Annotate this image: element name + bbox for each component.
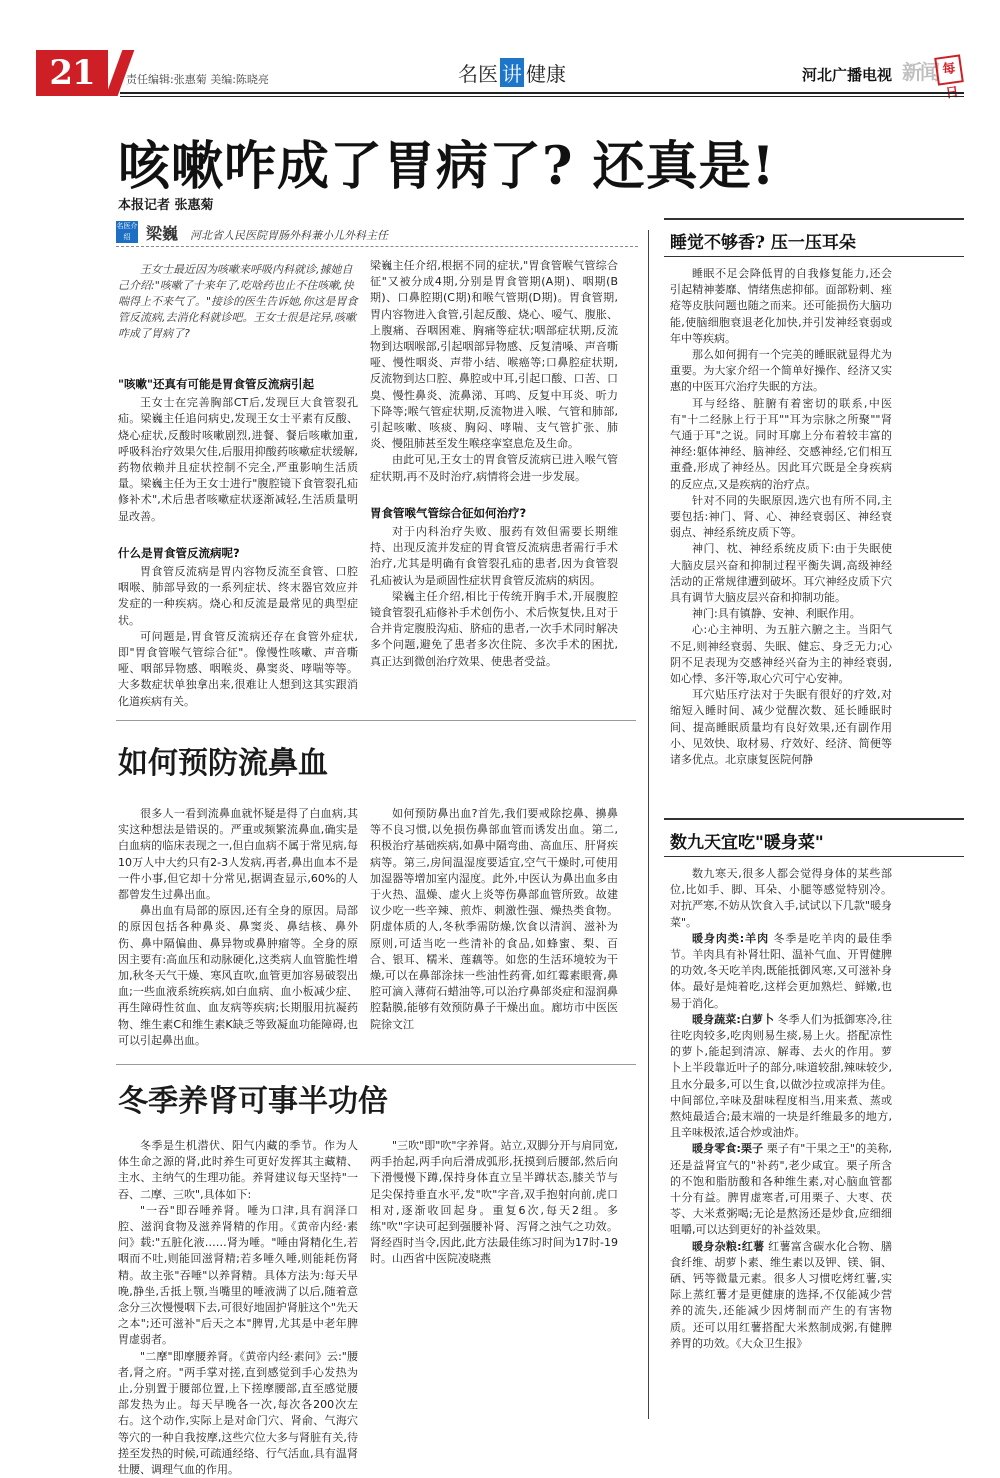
expert-divider <box>116 246 638 247</box>
article1-para-7: 梁巍主任介绍,相比于传统开胸手术,开展腹腔镜食管裂孔疝修补手术创伤小、术后恢复快,且对于合并肯定腹股沟疝、脐疝的患者,一次手术同时解决多个问题,避免了患者多次住院、多次手术的困扰,真正达到微创治疗效果、使患者受益。 <box>370 589 618 668</box>
article1-subhead-1: "咳嗽"还真有可能是胃食管反流病引起 <box>118 377 314 391</box>
article3-para-4: "三吹"即"吹"字养肾。站立,双脚分开与肩同宽,两手抬起,两手向后滑成弧形,抚摸到后腰部,然后向下滑慢慢下蹲,保持身体直立呈半蹲状态,膝关节与足尖保持垂直水平,发"吹"字音,双手抱射向前,虎口相对,逐渐收回起身。重复6次,每天2组。多练"吹"字诀可起到强腰补肾、泻肾之浊气之功效。肾经酉时当令,因此,此方法最佳练习时间为17时-19时。山西省中医院凌晓燕 <box>370 1139 618 1266</box>
sidebar2-text-chestnut: 栗子有"干果之王"的美称,还是益肾宜气的"补药",老少咸宜。栗子所含的不饱和脂肪酸和各种维生素,对心脑血管都十分有益。脾胃虚寒者,可用栗子、大枣、茯苓、大米煮粥喝;无论是熬汤还是炒食,应细细咀嚼,可以达到更好的补益效果。 <box>670 1142 892 1237</box>
page-number: 21 <box>36 50 108 96</box>
article3-para-2: "一吞"即吞唾养肾。唾为口津,具有润泽口腔、滋润食物及滋养肾精的作用。《黄帝内经·素问》载:"五脏化液……肾为唾。"唾由肾精化生,若咽而不吐,则能回滋肾精;若多唾久唾,则能耗伤肾精。故主张"吞唾"以养肾精。具体方法为:每天早晚,静坐,舌抵上颚,当嘴里的唾液满了以后,随着意念分三次慢慢咽下去,可很好地固护肾脏这个"先天之本";还可滋补"后天之本"脾胃,尤其是中老年脾胃虚弱者。 <box>118 1203 358 1347</box>
sidebar2-text-radish: 冬季人们为抵御寒冷,往往吃肉较多,吃肉则易生痰,易上火。搭配凉性的萝卜,能起到清凉、解毒、去火的作用。萝卜上半段靠近叶子的部分,味道较甜,辣味较少,且水分最多,可以生食,以做沙拉或凉拌为佳。中间部位,辛味及甜味程度相当,用来煮、蒸或熬炖最适合;最末端的一块是纤维最多的地方,且辛味极浓,适合炒或油炸。 <box>670 1012 893 1140</box>
sidebar2-rule-thin <box>664 856 964 857</box>
sidebar2-title: 数九天宜吃"暖身菜" <box>670 833 824 853</box>
article2-divider <box>116 720 636 721</box>
sidebar2-text-mutton: 冬季是吃羊肉的最佳季节。羊肉具有补肾壮阳、温补气血、开胃健脾的功效,冬天吃羊肉,既能抵御风寒,又可滋补身体。最好是炖着吃,这样会更加熟烂、鲜嫩,也易于消化。 <box>670 931 893 1010</box>
sidebar2-text-sweet-potato: 红薯富含碳水化合物、膳食纤维、胡萝卜素、维生素以及钾、镁、铜、硒、钙等微量元素。很多人习惯吃烤红薯,实际上蒸红薯才是更健康的选择,不仅能减少营养的流失,还能减少因烤制而产生的有害物质。还可以用红薯搭配大米熬制成粥,有健脾养胃的功效。《大众卫生报》 <box>670 1239 893 1350</box>
expert-title: 河北省人民医院胃肠外科兼小儿外科主任 <box>190 229 388 242</box>
sidebar1-para-7: 心:心主神明、为五脏六腑之主。当阳气不足,则神经衰弱、失眠、健忘、身乏无力;心阴不足表现为交感神经兴奋为主的神经衰弱,如心悸、多汗等,取心穴可宁心安神。 <box>670 623 892 686</box>
expert-tag: 名医介绍 <box>116 222 138 241</box>
sidebar2-label-sweet-potato: 暖身杂粮:红薯 <box>692 1239 765 1253</box>
masthead <box>0 0 1000 100</box>
article3-col2 <box>370 1138 618 1268</box>
sidebar1-para-2: 那么如何拥有一个完美的睡眠就显得尤为重要。为大家介绍一个简单好操作、经济又实惠的中医耳穴治疗失眠的方法。 <box>670 348 892 394</box>
paper-name: 河北广播电视 <box>801 66 892 84</box>
article3-title: 冬季养肾可事半功倍 <box>118 1084 388 1119</box>
sidebar1-para-8: 耳穴贴压疗法对于失眠有很好的疗效,对缩短入睡时间、减少觉醒次数、延长睡眠时间、提高睡眠质量均有良好效果,还有副作用小、见效快、取材易、疗效好、经济、简便等诸多优点。北京康复医院何静 <box>670 688 892 767</box>
sidebar2-item-sweet-potato <box>670 1239 892 1352</box>
section-mark: 讲 <box>500 58 524 87</box>
masthead-rule <box>120 92 964 94</box>
sidebar2-label-radish: 暖身蔬菜:白萝卜 <box>692 1012 775 1026</box>
sidebar1-para-3: 耳与经络、脏腑有着密切的联系,中医有"十二经脉上行于耳""耳为宗脉之所聚""肾气通于耳"之说。同时耳廓上分布着较丰富的神经:躯体神经、脑神经、交感神经,它们相互重叠,形成了神经丛。因此耳穴既是全身疾病的反应点,又是疾病的治疗点。 <box>670 396 892 491</box>
expert-name: 梁巍 <box>146 224 179 243</box>
article3-col1 <box>118 1138 358 1478</box>
article1-intro: 王女士最近因为咳嗽来呼吸内科就诊,據她自己介绍:"咳嗽了十来年了,吃啥药也止不住咳嗽,快喘得上不来气了。"接诊的医生告诉她,你这是胃食管反流病,去消化科就诊吧。王女士很是诧异,咳嗽咋成了胃病了? <box>118 263 358 340</box>
article2-para-3: 如何预防鼻出血?首先,我们要戒除挖鼻、擤鼻等不良习惯,以免损伤鼻部血管而诱发出血。第二,积极治疗基础疾病,如鼻中隔弯曲、高血压、肝肾疾病等。第三,房间温湿度要适宜,空气干燥时,可使用加湿器等增加室内湿度。此外,中医认为鼻出血多由于火热、温燥、虚火上炎等伤鼻部血管所致。故建议少吃一些辛辣、煎炸、刺激性强、燥热类食物。阴虚体质的人,冬秋季需防燥,饮食以清润、滋补为原则,可适当吃一些清补的食品,如蜂蜜、梨、百合、银耳、糯米、莲藕等。如您的生活环境较为干燥,可以在鼻部涂抹一些油性药膏,如红霉素眼膏,鼻腔可滴入薄荷石蜡油等,可以治疗鼻部炎症和湿润鼻腔黏膜,能够有效预防鼻子干燥出血。廊坊市中医医院徐文江 <box>370 807 618 1031</box>
article1-para-2: 胃食管反流病是胃内容物反流至食管、口腔咽喉、肺部导致的一系列症状、终末器官效应并发症的一种疾病。烧心和反流是最常见的典型症状。 <box>118 565 358 627</box>
sidebar1-rule-thin <box>664 256 964 257</box>
sidebar1-rule <box>664 218 964 220</box>
article2-col2 <box>370 806 618 1033</box>
sidebar2-item-mutton <box>670 931 892 1012</box>
article1-subhead-2: 什么是胃食管反流病呢? <box>118 545 240 560</box>
article1-para-5: 由此可见,王女士的胃食管反流病已进入喉气管症状期,再不及时治疗,病情将会进一步发展。 <box>370 453 618 483</box>
article2-para-2: 鼻出血有局部的原因,还有全身的原因。局部的原因包括各种鼻炎、鼻窦炎、鼻结核、鼻外伤、鼻中隔偏曲、鼻异物或鼻肿瘤等。全身的原因主要有:高血压和动脉硬化,这类病人血管脆性增加,秋冬天气干燥、寒风直吹,血管更加容易破裂出血;一些血液系统疾病,如白血病、血小板减少症、再生障碍性贫血、血友病等疾病;长期服用抗凝药物、维生素C和维生素K缺乏等致凝血功能障碍,也可以引起鼻出血。 <box>118 904 358 1047</box>
sidebar1-para-6: 神门:具有镇静、安神、利眠作用。 <box>692 607 861 621</box>
section-prefix: 名医 <box>458 62 498 86</box>
sidebar2-body <box>670 866 892 1352</box>
column-divider <box>648 230 649 1419</box>
sidebar2-item-radish <box>670 1012 892 1142</box>
sidebar1-title: 睡觉不够香? 压一压耳朵 <box>670 233 856 253</box>
article1-para-1: 王女士在完善胸部CT后,发现巨大食管裂孔疝。梁巍主任追问病史,发现王女士平素有反酸、烧心症状,反酸时咳嗽剧烈,进餐、餐后咳嗽加重,呼吸科治疗效果欠佳,后服用抑酸药咳嗽症状缓解,药物依赖并且症状控制不完全,严重影响生活质量。梁巍主任为王女士进行"腹腔镜下食管裂孔疝修补术",术后患者咳嗽症状逐渐减轻,生活质量明显改善。 <box>118 396 358 523</box>
sidebar2-label-mutton: 暖身肉类:羊肉 <box>692 931 770 945</box>
sidebar2-para-1: 数九寒天,很多人都会觉得身体的某些部位,比如手、脚、耳朵、小腿等感觉特别冷。对抗严寒,不妨从饮食入手,试试以下几款"暖身菜"。 <box>670 867 892 929</box>
article1-byline: 本报记者 张惠菊 <box>118 198 214 213</box>
article1-col1 <box>118 370 358 710</box>
logo-stamp: 每日 <box>934 54 964 85</box>
section-title <box>458 58 566 87</box>
article2-para-1: 很多人一看到流鼻血就怀疑是得了白血病,其实这种想法是错误的。严重或频繁流鼻血,确实是白血病的临床表现之一,但白血病不属于常见病,每10万人中大约只有2-3人发病,再者,鼻出血本不是一件小事,但它却十分常见,据调查显示,60%的人都曾发生过鼻出血。 <box>118 807 358 902</box>
article3-para-1: 冬季是生机潜伏、阳气内藏的季节。作为人体生命之源的肾,此时养生可更好发挥其主藏精、主水、主纳气的生理功能。养肾建议每天坚持"一吞、二摩、三吹",具体如下: <box>118 1139 358 1201</box>
article3-para-3: "二摩"即摩腰养肾。《黄帝内经·素问》云:"腰者,肾之府。"两手掌对搓,直到感觉到手心发热为止,分别置于腰部位置,上下搓摩腰部,直至感觉腰部发热为止。每天早晚各一次,每次各200次左右。这个动作,实际上是对命门穴、肾俞、气海穴等穴的一种自我按摩,这些穴位大多与肾脏有关,待搓至发热的时候,可疏通经络、行气活血,具有温肾壮腰、调理气血的作用。 <box>118 1349 358 1477</box>
article1-para-3: 可问题是,胃食管反流病还存在食管外症状,即"胃食管喉气管综合征"。像慢性咳嗽、声音嘶哑、咽部异物感、咽喉炎、鼻窦炎、哮喘等等。大多数症状单独拿出来,很难让人想到这其实跟消化道疾病有关。 <box>118 629 358 708</box>
masthead-rule-thin <box>120 96 964 97</box>
editor-credit: 责任编辑:张惠菊 美编:陈晓亮 <box>126 73 269 86</box>
article2-col1 <box>118 806 358 1049</box>
sidebar1-body <box>670 266 892 768</box>
sidebar2-rule <box>664 818 964 820</box>
logo-watermark: 新闻 <box>902 60 938 84</box>
article1-headline: 咳嗽咋成了胃病了? 还真是! <box>118 136 776 197</box>
article1-subhead-3: 胃食管喉气管综合征如何治疗? <box>370 505 527 520</box>
sidebar1-para-5: 神门、枕、神经系统皮质下:由于失眠使大脑皮层兴奋和抑制过程平衡失调,高级神经活动的正常规律遭到破坏。耳穴神经皮质下穴具有调节大脑皮层兴奋和抑制功能。 <box>670 542 892 605</box>
article3-divider <box>116 1064 636 1065</box>
sidebar1-para-1: 睡眠不足会降低胃的自我修复能力,还会引起精神萎靡、情绪焦虑抑郁。面部粉刺、痤疮等皮肤问题也随之而来。还可能损伤大脑功能,使脑细胞衰退老化加快,并引发神经衰弱或年中等疾病。 <box>670 267 892 345</box>
section-suffix: 健康 <box>526 62 566 86</box>
sidebar1-para-4: 针对不同的失眠原因,选穴也有所不同,主要包括:神门、肾、心、神经衰弱区、神经衰弱点、神经系统皮质下等。 <box>670 493 892 540</box>
sidebar2-label-chestnut: 暖身零食:栗子 <box>692 1142 764 1156</box>
article1-para-6: 对于内科治疗失败、服药有效但需要长期维持、出现反流并发症的胃食管反流病患者需行手术治疗,尤其是明确有食管裂孔疝的患者,因为食管裂孔疝被认为是顽固性症状胃食管反流病的病因。 <box>370 525 618 587</box>
article1-para-4: 梁巍主任介绍,根据不同的症状,"胃食管喉气管综合征"又被分成4期,分别是胃食管期(A期)、咽期(B期)、口鼻腔期(C期)和喉气管期(D期)。胃食管期,胃内容物进入食管,引起反酸、烧心、嗳气、腹胀、上腹痛、吞咽困难、胸痛等症状;咽部症状期,反流物到达咽喉部,引起咽部异物感、反复清嗓、声音嘶哑、慢性咽炎、声带小结、喉癌等;口鼻腔症状期,反流物到达口腔、鼻腔或中耳,引起口酸、口苦、口臭、慢性鼻炎、流鼻涕、耳鸣、反复中耳炎、听力下降等;喉气管症状期,反流物进入喉、气管和肺部,引起咳嗽、咳痰、胸闷、哮喘、支气管扩张、肺炎、慢阻肺甚至发生喉痉挛窒息危及生命。 <box>370 259 618 451</box>
sidebar2-item-chestnut <box>670 1141 892 1238</box>
article2-title: 如何预防流鼻血 <box>118 746 328 781</box>
paper-logo <box>902 52 964 102</box>
article1-col2 <box>370 258 618 670</box>
